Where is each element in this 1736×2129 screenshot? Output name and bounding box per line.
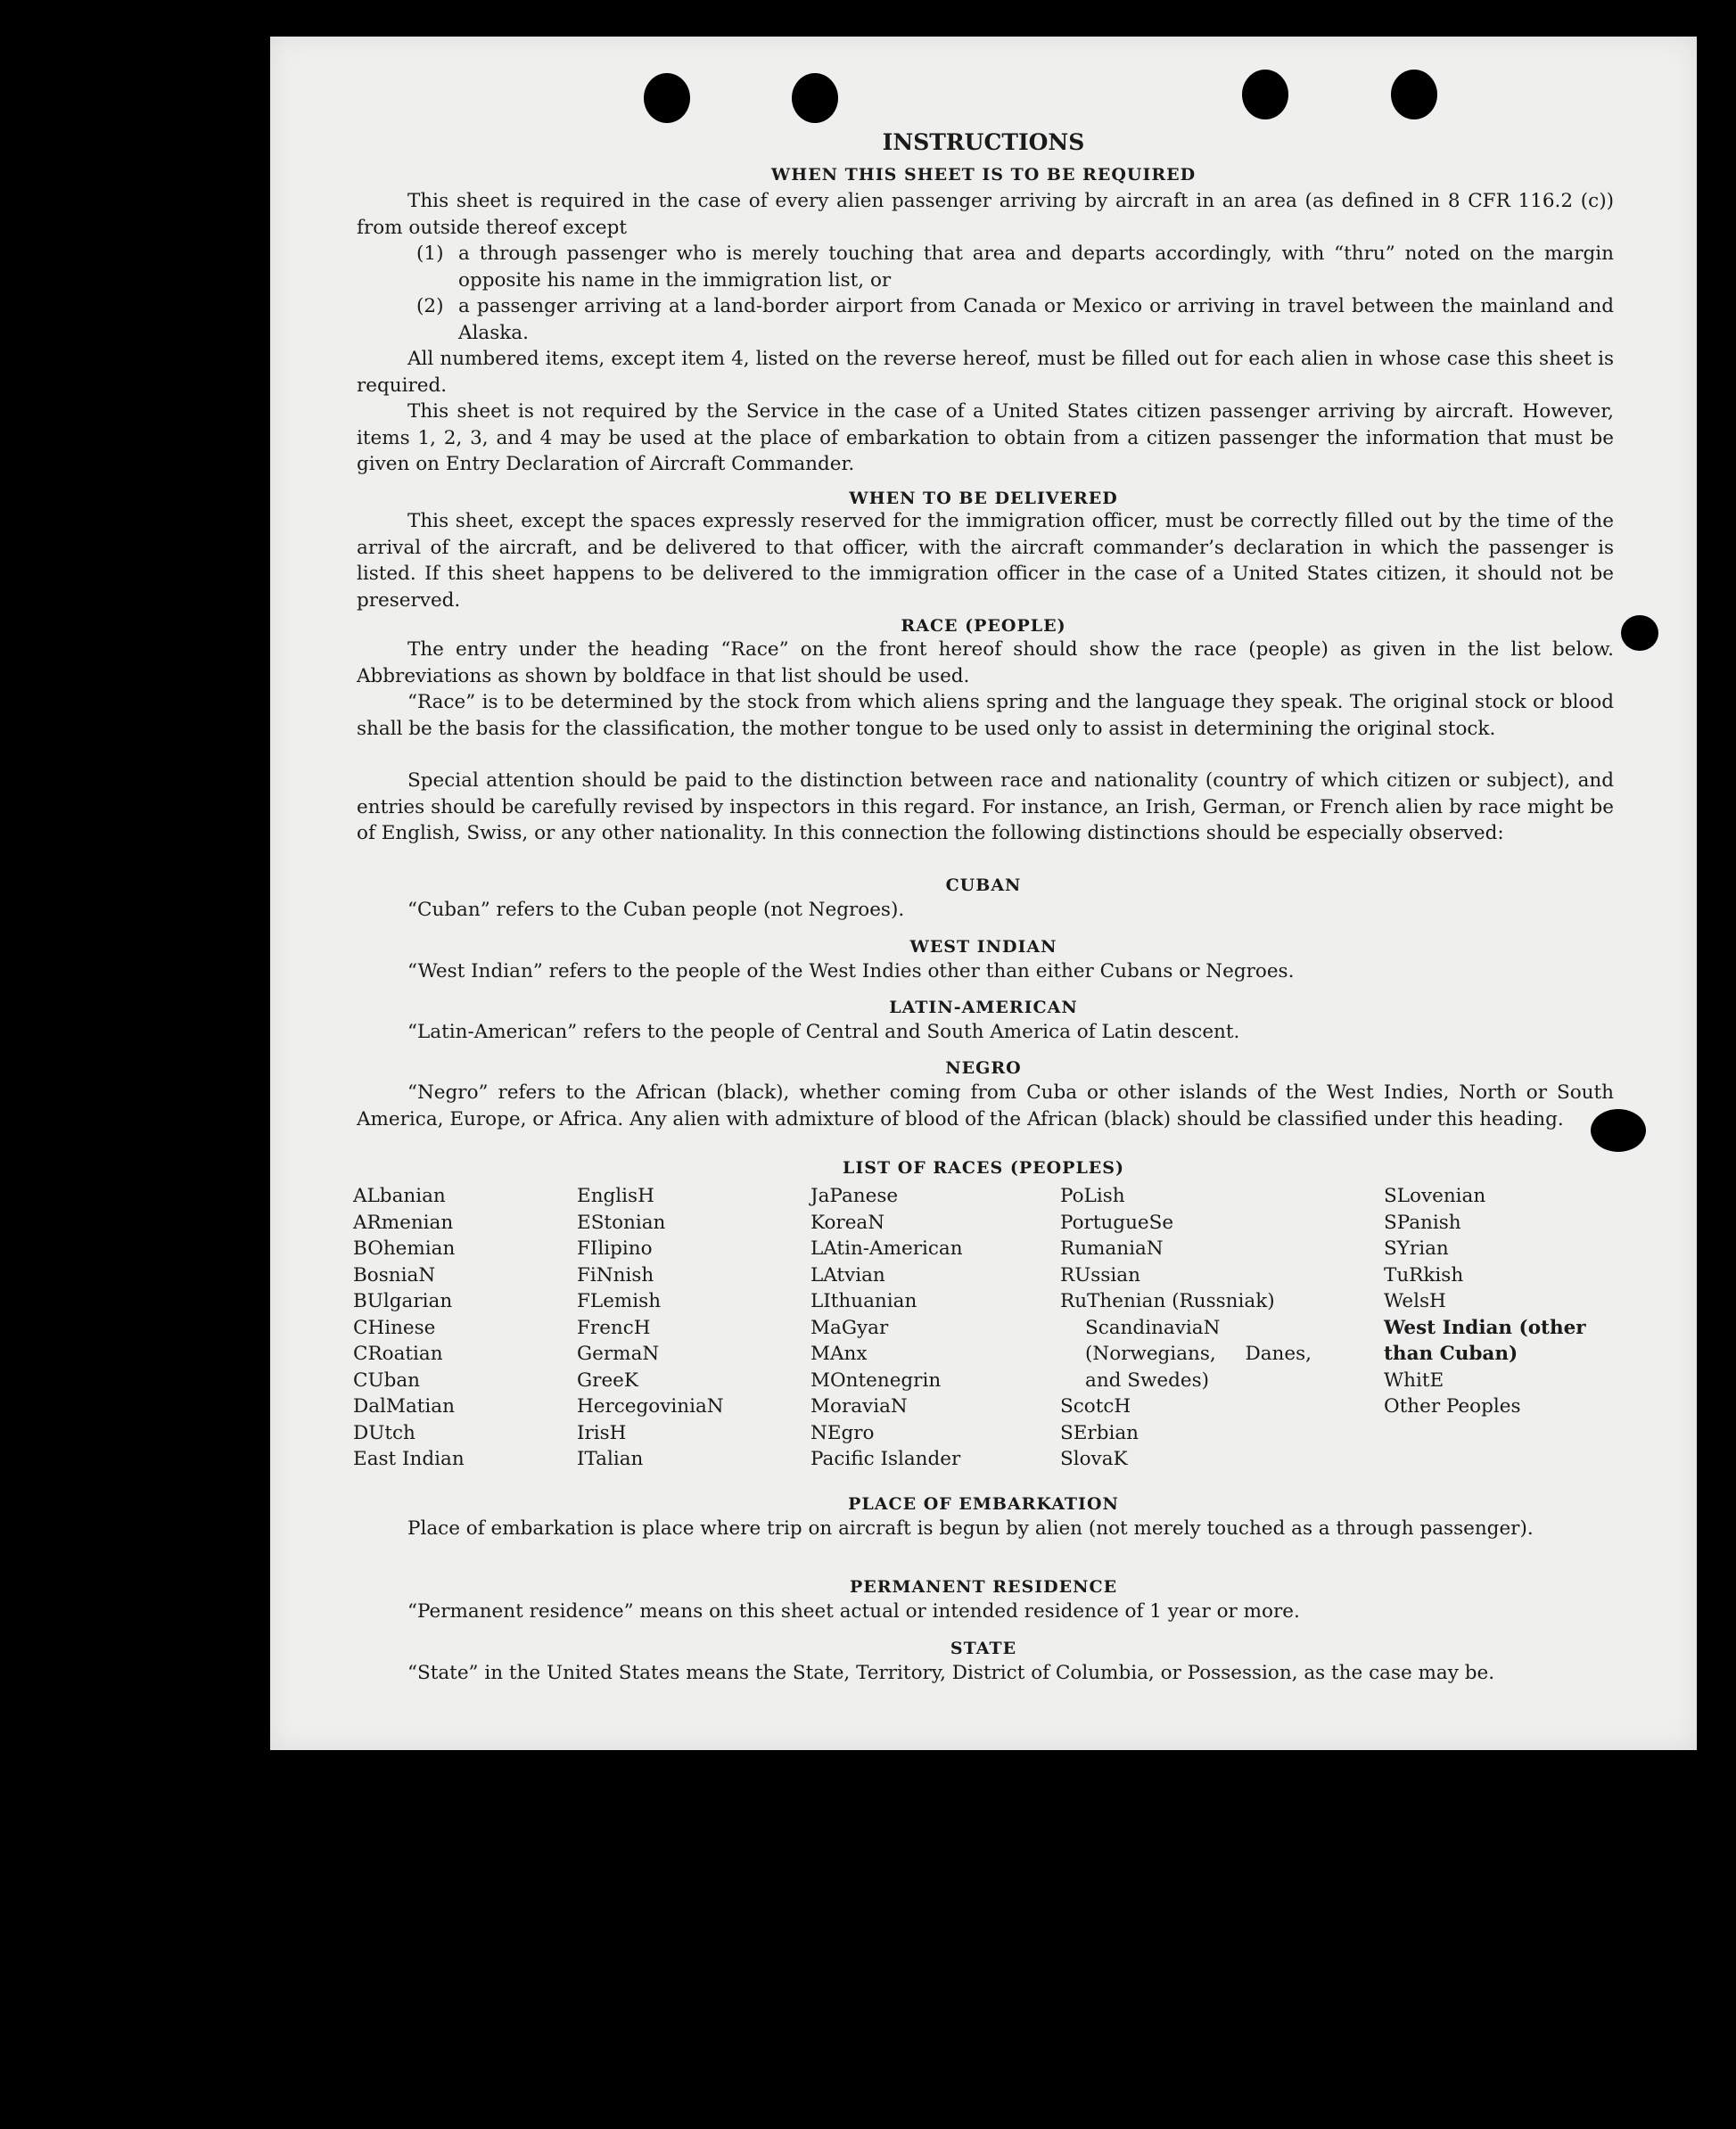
race-entry: BosniaN <box>353 1263 436 1286</box>
race-entry: MAnx <box>810 1343 868 1365</box>
race-entry: DalMatian <box>353 1395 455 1418</box>
race-column <box>1060 1183 1312 1473</box>
race-entry: PoLish <box>1060 1185 1125 1207</box>
section-heading: WHEN TO BE DELIVERED <box>849 489 1118 508</box>
punch-hole <box>792 73 838 123</box>
race-column <box>810 1183 1051 1473</box>
race-entry: WelsH <box>1384 1290 1446 1312</box>
list-item <box>416 293 1614 346</box>
race-entry: EStonian <box>577 1211 666 1234</box>
race-entry: TuRkish <box>1384 1263 1464 1286</box>
paragraph: This sheet is not required by the Service in the case of a United States citizen passenger arriving by aircraft. However, items 1, 2, 3, and 4 may be used at the place of embarkation to obtain from a citizen passenger the information that must be given on Entry Declaration of Aircraft Commander. <box>357 400 1614 475</box>
race-entry: BOhemian <box>353 1237 456 1260</box>
race-entry: MaGyar <box>810 1316 889 1339</box>
paragraph: “State” in the United States means the State, Territory, District of Columbia, or Possession, as the case may be. <box>407 1662 1495 1684</box>
document-page <box>270 37 1697 1750</box>
section-heading: WEST INDIAN <box>909 937 1057 957</box>
item-text: a passenger arriving at a land-border airport from Canada or Mexico or arriving in travel between the mainland and Alaska. <box>458 295 1614 344</box>
race-entry: FLemish <box>577 1290 662 1312</box>
item-number: (2) <box>416 295 444 317</box>
race-entry: GreeK <box>577 1369 638 1392</box>
race-entry: ScotcH <box>1060 1395 1131 1418</box>
race-entry: ARmenian <box>353 1211 454 1234</box>
section-heading: LATIN-AMERICAN <box>889 998 1078 1017</box>
race-entry: MOntenegrin <box>810 1369 942 1392</box>
section-heading: RACE (PEOPLE) <box>901 616 1066 636</box>
paragraph: “Negro” refers to the African (black), whether coming from Cuba or other islands of the West Indies, North or South America, Europe, or Africa. Any alien with admixture of blood of the African (black) should be classified under this heading. <box>357 1081 1614 1130</box>
race-entry: ITalian <box>577 1448 644 1470</box>
section-heading: STATE <box>950 1639 1017 1658</box>
paragraph: This sheet is required in the case of every alien passenger arriving by aircraft in an area (as defined in 8 CFR 116.2 (c)) from outside thereof except <box>357 190 1614 239</box>
race-entry: EnglisH <box>577 1185 654 1207</box>
race-entry: ScandinaviaN (Norwegians, Danes, and Swedes) <box>1085 1316 1312 1392</box>
race-entry: SErbian <box>1060 1421 1140 1444</box>
race-column <box>353 1183 558 1473</box>
race-entry: HercegoviniaN <box>577 1395 724 1418</box>
paragraph: “Cuban” refers to the Cuban people (not Negroes). <box>407 899 905 921</box>
paragraph: “Latin-American” refers to the people of Central and South America of Latin descent. <box>407 1021 1240 1043</box>
race-entry: SlovaK <box>1060 1448 1128 1470</box>
race-entry: CHinese <box>353 1316 436 1339</box>
race-column <box>577 1183 800 1473</box>
race-entry: SPanish <box>1384 1211 1461 1234</box>
race-entry: Other Peoples <box>1384 1395 1521 1418</box>
race-entry: FrencH <box>577 1316 651 1339</box>
race-entry: RumaniaN <box>1060 1237 1164 1260</box>
paragraph: This sheet, except the spaces expressly reserved for the immigration officer, must be correctly filled out by the time of the arrival of the aircraft, and be delivered to that officer, with the aircraft commander’s declaration in which the passenger is listed. If this sheet happens to be delivered to the immigration officer in the case of a United States citizen, it should not be preserved. <box>357 510 1614 612</box>
race-entry: KoreaN <box>810 1211 885 1234</box>
race-entry: NEgro <box>810 1421 875 1444</box>
section-heading: PLACE OF EMBARKATION <box>848 1494 1119 1514</box>
race-entry: SLovenian <box>1384 1185 1486 1207</box>
race-entry: LIthuanian <box>810 1290 917 1312</box>
section-heading: NEGRO <box>945 1058 1022 1078</box>
race-entry: RUssian <box>1060 1263 1140 1286</box>
item-text: a through passenger who is merely touching that area and departs accordingly, with “thru” noted on the margin opposite his name in the immigration list, or <box>458 242 1614 292</box>
paragraph: Place of embarkation is place where trip on aircraft is begun by alien (not merely touched as a through passenger). <box>407 1517 1534 1540</box>
race-entry: Pacific Islander <box>810 1448 961 1470</box>
race-entry: PortugueSe <box>1060 1211 1174 1234</box>
race-entry: WhitE <box>1384 1369 1444 1392</box>
race-entry: East Indian <box>353 1448 465 1470</box>
punch-hole <box>1391 70 1437 119</box>
race-entry: CUban <box>353 1369 420 1392</box>
race-entry: RuThenian (Russniak) <box>1060 1290 1275 1312</box>
punch-hole <box>1242 70 1288 119</box>
race-entry: LAtin-American <box>810 1237 963 1260</box>
race-entry: DUtch <box>353 1421 415 1444</box>
page-title: INSTRUCTIONS <box>882 129 1085 155</box>
section-heading: LIST OF RACES (PEOPLES) <box>843 1158 1124 1178</box>
race-entry: FiNnish <box>577 1263 654 1286</box>
section-heading: WHEN THIS SHEET IS TO BE REQUIRED <box>770 165 1197 185</box>
list-item <box>416 241 1614 293</box>
race-column <box>1384 1183 1616 1420</box>
race-entry: GermaN <box>577 1343 660 1365</box>
punch-hole <box>644 73 690 123</box>
race-entry: FIlipino <box>577 1237 653 1260</box>
race-entry: ALbanian <box>353 1185 446 1207</box>
paragraph: The entry under the heading “Race” on the front hereof should show the race (people) as given in the list below. Abbreviations as shown by boldface in that list should be used. <box>357 638 1614 687</box>
race-entry: BUlgarian <box>353 1290 453 1312</box>
section-heading: CUBAN <box>945 875 1022 895</box>
item-number: (1) <box>416 242 444 265</box>
race-entry: JaPanese <box>810 1185 899 1207</box>
race-entry: West Indian (other than Cuban) <box>1384 1316 1586 1365</box>
paragraph: “Permanent residence” means on this sheet actual or intended residence of 1 year or more. <box>407 1600 1300 1623</box>
paragraph: All numbered items, except item 4, listed on the reverse hereof, must be filled out for each alien in whose case this sheet is required. <box>357 348 1614 397</box>
section-heading: PERMANENT RESIDENCE <box>849 1577 1118 1597</box>
race-entry: LAtvian <box>810 1263 885 1286</box>
race-entry: SYrian <box>1384 1237 1449 1260</box>
race-entry: IrisH <box>577 1421 627 1444</box>
race-entry: MoraviaN <box>810 1395 908 1418</box>
paragraph: Special attention should be paid to the distinction between race and nationality (country of which citizen or subject), and entries should be carefully revised by inspectors in this regard. For instance, an Irish, German, or French alien by race might be of English, Swiss, or any other nationality. In this connection the following distinctions should be especially observed: <box>357 769 1614 844</box>
race-entry: CRoatian <box>353 1343 443 1365</box>
paragraph: “Race” is to be determined by the stock from which aliens spring and the language they speak. The original stock or blood shall be the basis for the classification, the mother tongue to be used only to assist in determining the original stock. <box>357 691 1614 740</box>
paragraph: “West Indian” refers to the people of the West Indies other than either Cubans or Negroes. <box>407 960 1295 982</box>
